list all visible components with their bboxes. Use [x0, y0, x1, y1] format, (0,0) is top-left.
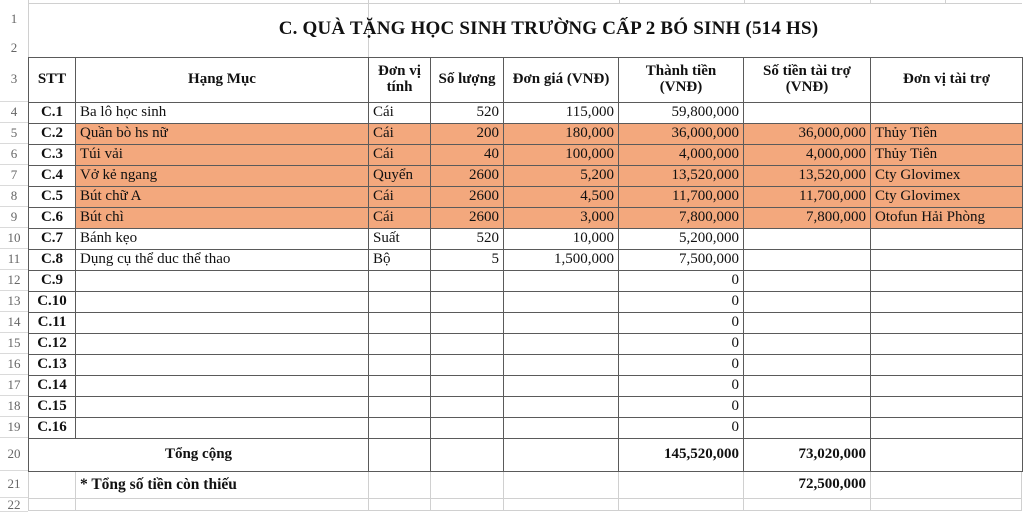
cell-amount[interactable]: 0 [619, 292, 744, 313]
cell-price[interactable] [504, 397, 619, 418]
cell-sponsored[interactable]: 4,000,000 [744, 145, 871, 166]
cell-qty[interactable] [431, 292, 504, 313]
cell-price[interactable] [504, 271, 619, 292]
cell-price[interactable] [504, 418, 619, 439]
cell-item-name[interactable] [76, 397, 369, 418]
cell-qty[interactable]: 2600 [431, 166, 504, 187]
cell-stt[interactable]: C.5 [29, 187, 76, 208]
cell-stt[interactable]: C.12 [29, 334, 76, 355]
cell-sponsored[interactable] [744, 271, 871, 292]
cell-stt[interactable]: C.11 [29, 313, 76, 334]
cell-unit[interactable] [369, 376, 431, 397]
row-header[interactable]: 17 [0, 375, 28, 396]
column-header-sponsored[interactable]: Số tiền tài trợ (VNĐ) [744, 58, 871, 103]
row-header[interactable]: 10 [0, 228, 28, 249]
table-row [29, 250, 1023, 271]
cell-price[interactable] [504, 292, 619, 313]
cell-price[interactable]: 10,000 [504, 229, 619, 250]
cell-amount[interactable]: 0 [619, 418, 744, 439]
cell-item-name[interactable]: Bánh kẹo [76, 229, 369, 250]
cell-price[interactable]: 1,500,000 [504, 250, 619, 271]
cell-unit[interactable]: Cái [369, 124, 431, 145]
cell-item-name[interactable]: Quần bò hs nữ [76, 124, 369, 145]
row-header[interactable]: 4 [0, 102, 28, 123]
cell-unit[interactable]: Cái [369, 103, 431, 124]
cell-amount[interactable]: 7,800,000 [619, 208, 744, 229]
cell-sponsor[interactable] [871, 292, 1023, 313]
table-row [29, 397, 1023, 418]
cell-stt[interactable]: C.2 [29, 124, 76, 145]
cell-price[interactable] [504, 376, 619, 397]
table-row [29, 418, 1023, 439]
table-row [29, 208, 1023, 229]
cell-amount[interactable]: 0 [619, 313, 744, 334]
cell-sponsored[interactable] [744, 250, 871, 271]
table-row [29, 334, 1023, 355]
cell-sponsored[interactable] [744, 334, 871, 355]
cell-price[interactable] [504, 334, 619, 355]
cell-unit[interactable] [369, 355, 431, 376]
cell-item-name[interactable]: Dụng cụ thể duc thể thao [76, 250, 369, 271]
row-header[interactable]: 13 [0, 291, 28, 312]
cell-price[interactable]: 4,500 [504, 187, 619, 208]
cell-amount[interactable]: 0 [619, 397, 744, 418]
table-row [29, 271, 1023, 292]
cell-qty[interactable] [431, 334, 504, 355]
cell-amount[interactable]: 0 [619, 376, 744, 397]
row-header[interactable]: 5 [0, 123, 28, 144]
cell-unit[interactable]: Cái [369, 187, 431, 208]
cell-stt[interactable]: C.16 [29, 418, 76, 439]
cell-item-name[interactable] [76, 418, 369, 439]
cell-item-name[interactable] [76, 292, 369, 313]
cell-amount[interactable]: 7,500,000 [619, 250, 744, 271]
cell-unit[interactable]: Cái [369, 208, 431, 229]
column-header-sponsor[interactable]: Đơn vị tài trợ [871, 58, 1023, 103]
cell-stt[interactable]: C.9 [29, 271, 76, 292]
cell-amount[interactable]: 5,200,000 [619, 229, 744, 250]
cell-sponsor[interactable] [871, 250, 1023, 271]
cell-unit[interactable] [369, 292, 431, 313]
cell-sponsor[interactable]: Thủy Tiên [871, 124, 1023, 145]
column-header-stt[interactable]: STT [29, 58, 76, 103]
row-header[interactable]: 8 [0, 186, 28, 207]
cell-sponsor[interactable] [871, 418, 1023, 439]
row-header[interactable]: 11 [0, 249, 28, 270]
row-header[interactable]: 9 [0, 207, 28, 228]
total-sponsored-cell[interactable]: 73,020,000 [744, 439, 871, 472]
cell-item-name[interactable]: Bút chì [76, 208, 369, 229]
cell-qty[interactable]: 520 [431, 103, 504, 124]
cell-amount[interactable]: 0 [619, 334, 744, 355]
total-row [29, 439, 1023, 472]
cell-amount[interactable]: 0 [619, 355, 744, 376]
cell-sponsor[interactable] [871, 397, 1023, 418]
cell-stt[interactable]: C.4 [29, 166, 76, 187]
table-row [29, 145, 1023, 166]
total-price-cell[interactable] [504, 439, 619, 472]
cell-qty[interactable] [431, 418, 504, 439]
cell-unit[interactable]: Quyển [369, 166, 431, 187]
total-amount-cell[interactable]: 145,520,000 [619, 439, 744, 472]
total-sponsor-cell[interactable] [871, 439, 1023, 472]
cell-unit[interactable] [369, 418, 431, 439]
cell-sponsored[interactable]: 36,000,000 [744, 124, 871, 145]
cell-amount[interactable]: 4,000,000 [619, 145, 744, 166]
column-header-item[interactable]: Hạng Mục [76, 58, 369, 103]
row-header[interactable]: 12 [0, 270, 28, 291]
cell-qty[interactable] [431, 397, 504, 418]
row-header[interactable]: 20 [0, 438, 28, 471]
row-header[interactable]: 18 [0, 396, 28, 417]
table-row [29, 166, 1023, 187]
row-header-rail [0, 0, 28, 512]
cell-price[interactable]: 3,000 [504, 208, 619, 229]
cell-stt[interactable]: C.13 [29, 355, 76, 376]
cell-sponsored[interactable] [744, 397, 871, 418]
cell-price[interactable]: 115,000 [504, 103, 619, 124]
column-header-price[interactable]: Đơn giá (VNĐ) [504, 58, 619, 103]
row-header[interactable]: 15 [0, 333, 28, 354]
cell-sponsored[interactable] [744, 313, 871, 334]
cell-item-name[interactable] [76, 271, 369, 292]
cell-stt[interactable]: C.8 [29, 250, 76, 271]
cell-price[interactable] [504, 355, 619, 376]
gridline [28, 0, 29, 57]
cell-qty[interactable] [431, 355, 504, 376]
cell-sponsor[interactable] [871, 376, 1023, 397]
cell-sponsor[interactable]: Thủy Tiên [871, 145, 1023, 166]
column-header-unit[interactable]: Đơn vị tính [369, 58, 431, 103]
cell-sponsor[interactable] [871, 313, 1023, 334]
cell-item-name[interactable] [76, 376, 369, 397]
row-header[interactable]: 7 [0, 165, 28, 186]
total-label-cell[interactable]: Tổng cộng [29, 439, 369, 472]
cell-sponsor[interactable] [871, 355, 1023, 376]
cell-sponsor[interactable] [871, 103, 1023, 124]
gift-table [28, 57, 1023, 472]
cell-stt[interactable]: C.3 [29, 145, 76, 166]
cell-qty[interactable]: 40 [431, 145, 504, 166]
cell-sponsor[interactable] [871, 229, 1023, 250]
table-row [29, 355, 1023, 376]
gridline [28, 510, 1022, 511]
cell-sponsored[interactable]: 13,520,000 [744, 166, 871, 187]
table-row [29, 313, 1023, 334]
cell-qty[interactable] [431, 271, 504, 292]
cell-stt[interactable]: C.15 [29, 397, 76, 418]
cell-unit[interactable] [369, 334, 431, 355]
cell-price[interactable]: 100,000 [504, 145, 619, 166]
row-header[interactable]: 3 [0, 57, 28, 102]
table-row [29, 292, 1023, 313]
column-header-amount[interactable]: Thành tiền (VNĐ) [619, 58, 744, 103]
cell-sponsored[interactable] [744, 229, 871, 250]
cell-stt[interactable]: C.7 [29, 229, 76, 250]
cell-qty[interactable]: 200 [431, 124, 504, 145]
table-row [29, 124, 1023, 145]
shortfall-row [0, 471, 1024, 498]
cell-amount[interactable]: 36,000,000 [619, 124, 744, 145]
cell-amount[interactable]: 11,700,000 [619, 187, 744, 208]
shortfall-value-cell[interactable]: 72,500,000 [798, 476, 866, 492]
cell-sponsored[interactable]: 11,700,000 [744, 187, 871, 208]
cell-unit[interactable]: Cái [369, 145, 431, 166]
cell-qty[interactable]: 2600 [431, 187, 504, 208]
cell-stt[interactable]: C.1 [29, 103, 76, 124]
cell-qty[interactable] [431, 376, 504, 397]
table-row [29, 376, 1023, 397]
cell-price[interactable]: 5,200 [504, 166, 619, 187]
cell-stt[interactable]: C.6 [29, 208, 76, 229]
sheet-title-cell[interactable]: C. QUÀ TẶNG HỌC SINH TRƯỜNG CẤP 2 BÓ SINH (514 HS) [278, 17, 819, 39]
cell-item-name[interactable] [76, 355, 369, 376]
cell-sponsored[interactable]: 7,800,000 [744, 208, 871, 229]
shortfall-label-cell[interactable]: * Tổng số tiền còn thiếu [80, 475, 237, 493]
cell-unit[interactable] [369, 397, 431, 418]
cell-stt[interactable]: C.10 [29, 292, 76, 313]
cell-price[interactable]: 180,000 [504, 124, 619, 145]
cell-unit[interactable]: Bộ [369, 250, 431, 271]
row-header[interactable]: 14 [0, 312, 28, 333]
row-header[interactable]: 6 [0, 144, 28, 165]
row-header[interactable]: 19 [0, 417, 28, 438]
cell-amount[interactable]: 59,800,000 [619, 103, 744, 124]
table-row [29, 103, 1023, 124]
cell-sponsored[interactable] [744, 103, 871, 124]
gridline [28, 498, 1022, 499]
cell-qty[interactable]: 520 [431, 229, 504, 250]
row-header[interactable]: 2 [10, 39, 18, 55]
cell-price[interactable] [504, 313, 619, 334]
column-header-qty[interactable]: Số lượng [431, 58, 504, 103]
cell-sponsored[interactable] [744, 376, 871, 397]
header-row [29, 58, 1023, 103]
row-header[interactable]: 16 [0, 354, 28, 375]
cell-amount[interactable]: 13,520,000 [619, 166, 744, 187]
cell-unit[interactable] [369, 271, 431, 292]
row-header[interactable]: 21 [0, 471, 28, 498]
cell-unit[interactable] [369, 313, 431, 334]
cell-unit[interactable]: Suất [369, 229, 431, 250]
total-qty-cell[interactable] [431, 439, 504, 472]
row-header[interactable]: 22 [0, 498, 28, 512]
cell-qty[interactable]: 5 [431, 250, 504, 271]
cell-item-name[interactable] [76, 334, 369, 355]
cell-sponsored[interactable] [744, 355, 871, 376]
total-unit-cell[interactable] [369, 439, 431, 472]
cell-amount[interactable]: 0 [619, 271, 744, 292]
cell-sponsor[interactable] [871, 334, 1023, 355]
cell-qty[interactable]: 2600 [431, 208, 504, 229]
cell-qty[interactable] [431, 313, 504, 334]
cell-item-name[interactable] [76, 313, 369, 334]
cell-stt[interactable]: C.14 [29, 376, 76, 397]
table-row [29, 229, 1023, 250]
cell-item-name[interactable]: Túi vải [76, 145, 369, 166]
cell-sponsor[interactable] [871, 271, 1023, 292]
cell-sponsor[interactable]: Otofun Hải Phòng [871, 208, 1023, 229]
cell-item-name[interactable]: Ba lô học sinh [76, 103, 369, 124]
row-header[interactable]: 1 [10, 11, 18, 26]
cell-item-name[interactable]: Bút chữ A [76, 187, 369, 208]
table-row [29, 187, 1023, 208]
cell-sponsored[interactable] [744, 418, 871, 439]
cell-sponsor[interactable]: Cty Glovimex [871, 187, 1023, 208]
cell-sponsor[interactable]: Cty Glovimex [871, 166, 1023, 187]
cell-sponsored[interactable] [744, 292, 871, 313]
cell-item-name[interactable]: Vở kẻ ngang [76, 166, 369, 187]
